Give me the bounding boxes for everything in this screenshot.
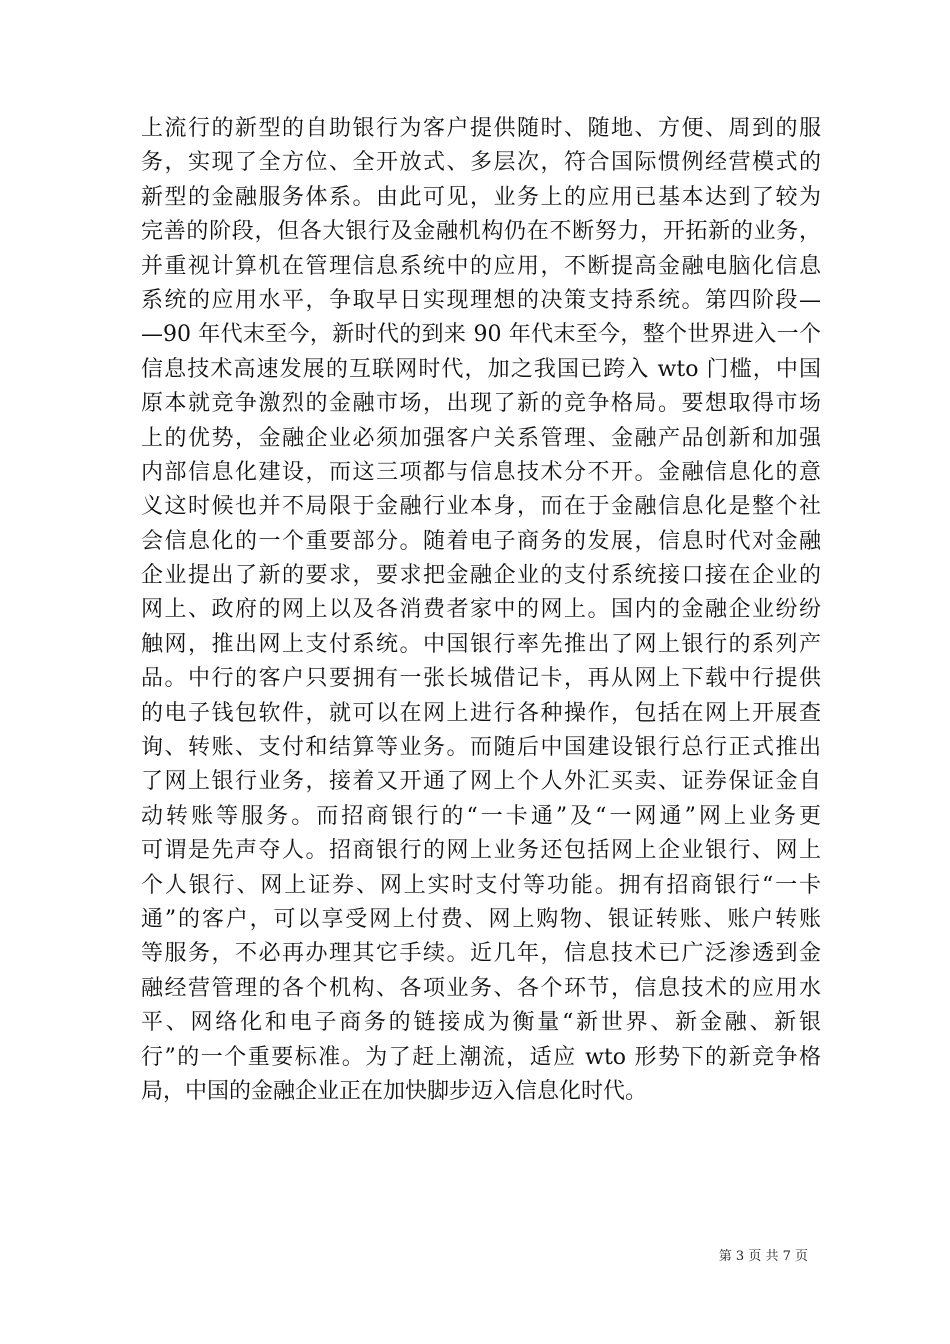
text-line: 并重视计算机在管理信息系统中的应用，不断提高金融电脑化信息 bbox=[141, 253, 821, 279]
text-line: 完善的阶段，但各大银行及金融机构仍在不断努力，开拓新的业务， bbox=[141, 219, 821, 245]
text-line: 内部信息化建设，而这三项都与信息技术分不开。金融信息化的意 bbox=[141, 459, 821, 485]
text-line: 融经营管理的各个机构、各项业务、各个环节，信息技术的应用水 bbox=[141, 975, 821, 1001]
text-line: 网上、政府的网上以及各消费者家中的网上。国内的金融企业纷纷 bbox=[141, 597, 821, 623]
document-body bbox=[141, 112, 821, 1109]
text-line: 义这时候也并不局限于金融行业本身，而在于金融信息化是整个社 bbox=[141, 494, 821, 520]
text-line: 通”的客户，可以享受网上付费、网上购物、银证转账、账户转账 bbox=[141, 906, 821, 932]
text-line: 新型的金融服务体系。由此可见，业务上的应用已基本达到了较为 bbox=[141, 184, 821, 210]
text-line: 行”的一个重要标准。为了赶上潮流，适应 wto 形势下的新竞争格 bbox=[141, 1044, 821, 1070]
text-line: 动转账等服务。而招商银行的“一卡通”及“一网通”网上业务更 bbox=[141, 803, 821, 829]
text-line: 系统的应用水平，争取早日实现理想的决策支持系统。第四阶段— bbox=[141, 287, 821, 313]
text-line: 企业提出了新的要求，要求把金融企业的支付系统接口接在企业的 bbox=[141, 563, 821, 589]
text-line: 可谓是先声夺人。招商银行的网上业务还包括网上企业银行、网上 bbox=[141, 838, 821, 864]
page-number: 第 3 页 共 7 页 bbox=[718, 1249, 808, 1264]
text-line: 局，中国的金融企业正在加快脚步迈入信息化时代。 bbox=[141, 1078, 648, 1104]
text-line: 等服务，不必再办理其它手续。近几年，信息技术已广泛渗透到金 bbox=[141, 941, 821, 967]
text-line: 原本就竞争激烈的金融市场，出现了新的竞争格局。要想取得市场 bbox=[141, 391, 821, 417]
text-line: 务，实现了全方位、全开放式、多层次，符合国际惯例经营模式的 bbox=[141, 150, 821, 176]
text-line: 触网，推出网上支付系统。中国银行率先推出了网上银行的系列产 bbox=[141, 631, 821, 657]
text-line: 品。中行的客户只要拥有一张长城借记卡，再从网上下载中行提供 bbox=[141, 666, 821, 692]
text-line: 个人银行、网上证券、网上实时支付等功能。拥有招商银行“一卡 bbox=[141, 872, 821, 898]
text-line: 信息技术高速发展的互联网时代，加之我国已跨入 wto 门槛，中国 bbox=[141, 356, 821, 382]
text-line: 会信息化的一个重要部分。随着电子商务的发展，信息时代对金融 bbox=[141, 528, 821, 554]
text-line: —90 年代末至今，新时代的到来 90 年代末至今，整个世界进入一个 bbox=[141, 322, 821, 348]
text-line: 上流行的新型的自助银行为客户提供随时、随地、方便、周到的服 bbox=[141, 116, 821, 141]
text-line: 的电子钱包软件，就可以在网上进行各种操作，包括在网上开展查 bbox=[141, 700, 821, 726]
text-line: 上的优势，金融企业必须加强客户关系管理、金融产品创新和加强 bbox=[141, 425, 821, 451]
text-line: 了网上银行业务，接着又开通了网上个人外汇买卖、证券保证金自 bbox=[141, 769, 821, 795]
text-line: 平、网络化和电子商务的链接成为衡量“新世界、新金融、新银 bbox=[141, 1010, 821, 1036]
text-line: 询、转账、支付和结算等业务。而随后中国建设银行总行正式推出 bbox=[141, 735, 821, 761]
